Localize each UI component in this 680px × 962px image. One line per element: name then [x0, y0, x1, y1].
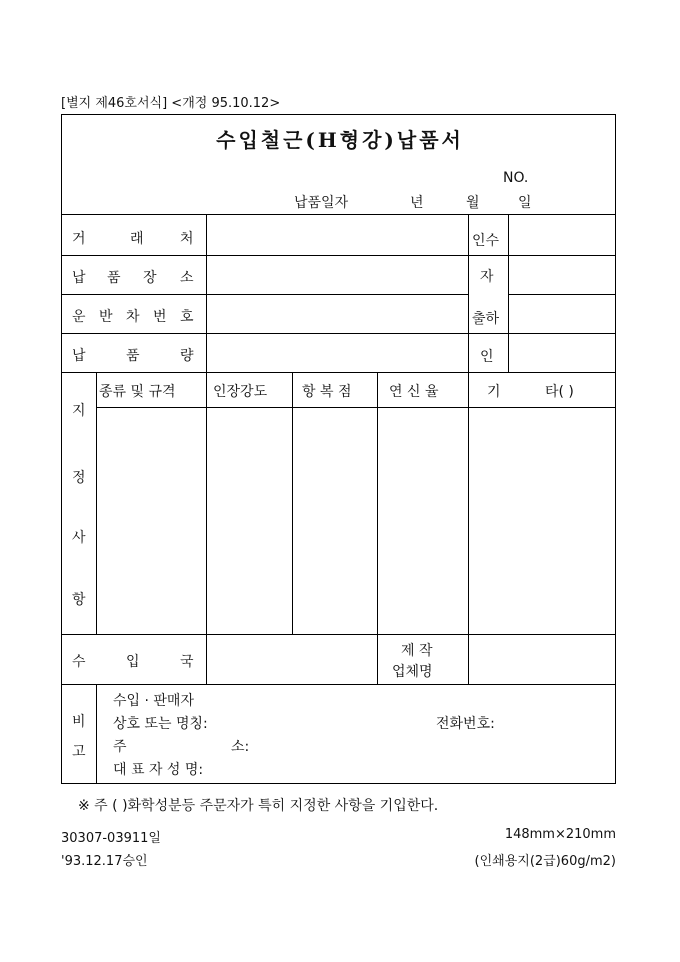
footer-approval: '93.12.17승인: [61, 854, 148, 869]
spec-col-elongation: 연 신 율: [389, 384, 439, 400]
spec-label-c4: 항: [72, 592, 86, 608]
footer-code: 30307-03911일: [61, 831, 161, 846]
document-number-label: NO.: [503, 170, 529, 186]
delivery-quantity-c1: 납: [72, 348, 86, 364]
manufacturer-label-bottom: 업체명: [392, 664, 433, 680]
spec-col-type: 종류 및 규격: [99, 384, 176, 400]
remarks-label-c1: 비: [72, 714, 86, 730]
receiver-label-bottom: 자: [480, 269, 494, 285]
spec-yield-field[interactable]: [293, 408, 377, 634]
form-number-header: [별지 제46호서식] <개정 95.10.12>: [61, 96, 281, 111]
form-title: 수입철근(H형강)납품서: [216, 128, 464, 152]
remarks-label-c2: 고: [72, 744, 86, 760]
shipper-label-top: 출하: [472, 311, 500, 327]
vline-side-a: [468, 214, 469, 372]
rule-import-bottom: [61, 684, 616, 685]
remarks-address-b: 소:: [231, 739, 250, 755]
spec-label-c3: 사: [72, 530, 86, 546]
delivery-quantity-field[interactable]: [207, 334, 468, 372]
spec-col-tensile: 인장강도: [213, 384, 268, 400]
remarks-representative: 대 표 자 성 명:: [113, 762, 204, 778]
remarks-address-a: 주: [113, 739, 127, 755]
vehicle-number-c4: 번: [153, 309, 167, 325]
vline-remarks: [96, 684, 97, 784]
vehicle-number-c3: 차: [126, 309, 140, 325]
shipper-field[interactable]: [509, 295, 615, 372]
vline-import-2: [377, 634, 378, 684]
receiver-label-top: 인수: [472, 233, 500, 249]
spec-col-other-a: 기: [487, 384, 501, 400]
spec-col-yield: 항 복 점: [302, 384, 352, 400]
spec-tensile-field[interactable]: [207, 408, 292, 634]
delivery-date-month: 월: [466, 195, 480, 211]
remarks-company: 상호 또는 명칭:: [113, 716, 208, 732]
remarks-seller: 수입 · 판매자: [113, 693, 194, 709]
delivery-place-c2: 품: [107, 270, 121, 286]
spec-label-c2: 정: [72, 470, 86, 486]
vehicle-number-c2: 반: [99, 309, 113, 325]
import-country-c2: 입: [126, 654, 140, 670]
rule-row-4: [61, 372, 616, 373]
shipper-label-bottom: 인: [480, 349, 494, 365]
delivery-place-c4: 소: [180, 270, 194, 286]
spec-other-field[interactable]: [469, 408, 615, 634]
trade-partner-c1: 거: [72, 231, 86, 247]
footer-paper: (인쇄용지(2급)60g/m2): [474, 854, 616, 869]
manufacturer-field[interactable]: [469, 635, 615, 684]
delivery-quantity-c2: 품: [126, 348, 140, 364]
delivery-place-field[interactable]: [207, 256, 468, 294]
spec-label-c1: 지: [72, 403, 86, 419]
vehicle-number-field[interactable]: [207, 295, 468, 333]
delivery-quantity-c3: 량: [180, 348, 194, 364]
trade-partner-c2: 래: [130, 231, 144, 247]
manufacturer-label-top: 제 작: [401, 643, 433, 659]
trade-partner-field[interactable]: [207, 215, 468, 255]
spec-type-field[interactable]: [97, 408, 206, 634]
form-note: ※ 주 ( )화학성분등 주문자가 특히 지정한 사항을 기입한다.: [78, 798, 439, 814]
import-country-field[interactable]: [207, 635, 377, 684]
vehicle-number-c1: 운: [72, 309, 86, 325]
delivery-place-c3: 장: [143, 270, 157, 286]
delivery-place-c1: 납: [72, 270, 86, 286]
trade-partner-c3: 처: [180, 231, 194, 247]
delivery-date-label: 납품일자: [294, 195, 349, 211]
spec-col-other-b: 타( ): [545, 384, 574, 400]
delivery-date-year: 년: [410, 195, 424, 211]
remarks-phone: 전화번호:: [436, 716, 495, 732]
vehicle-number-c5: 호: [180, 309, 194, 325]
spec-elongation-field[interactable]: [378, 408, 468, 634]
delivery-date-day: 일: [518, 195, 532, 211]
import-country-c3: 국: [180, 654, 194, 670]
import-country-c1: 수: [72, 654, 86, 670]
footer-size: 148mm×210mm: [504, 827, 616, 842]
